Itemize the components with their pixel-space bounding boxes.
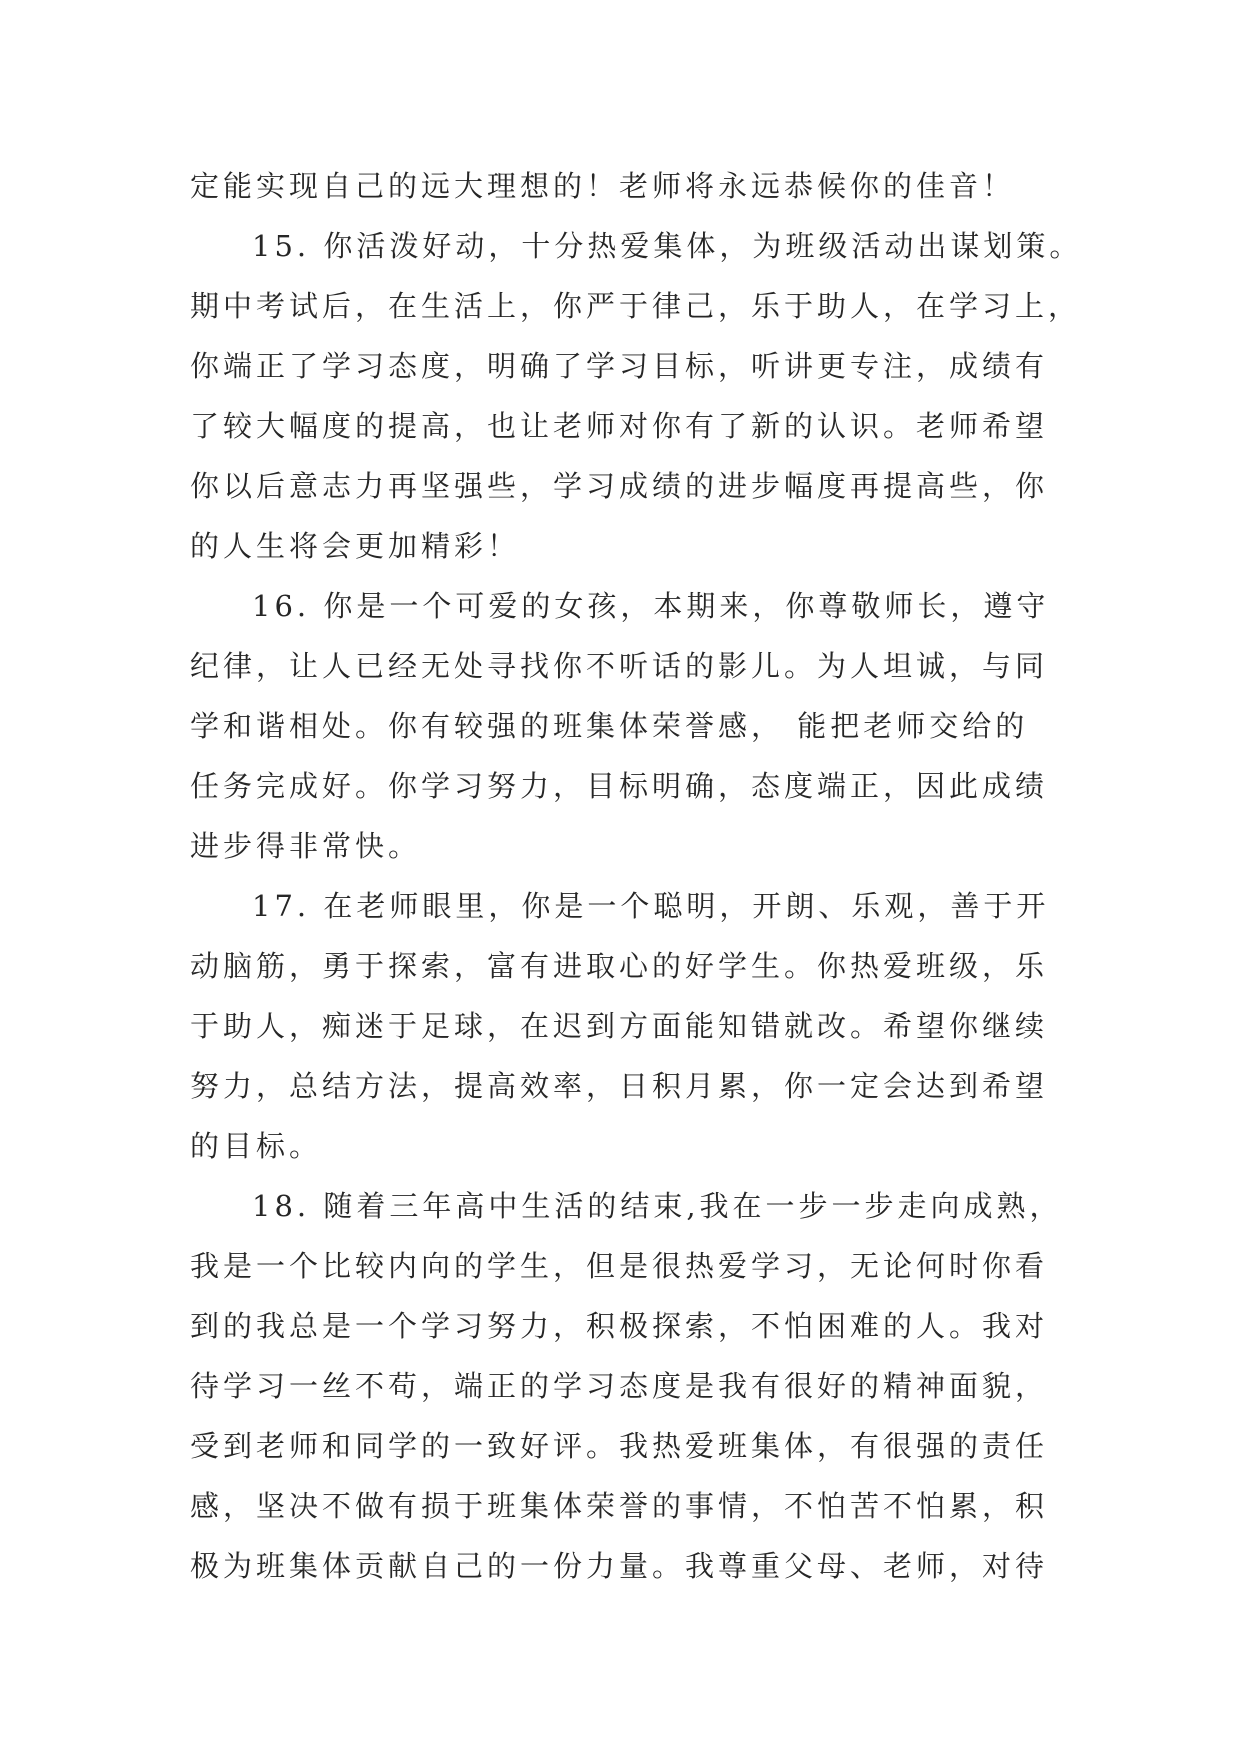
- text-line: 感，坚决不做有损于班集体荣誉的事情，不怕苦不怕累，积: [190, 1489, 1049, 1523]
- text-line: 的目标。: [190, 1129, 323, 1163]
- text-line: 进步得非常快。: [190, 829, 422, 863]
- text-line: 受到老师和同学的一致好评。我热爱班集体，有很强的责任: [190, 1429, 1049, 1463]
- paragraph-continuation: [190, 156, 1060, 216]
- text-line: 了较大幅度的提高，也让老师对你有了新的认识。老师希望: [190, 409, 1049, 443]
- text-line: 15. 你活泼好动，十分热爱集体，为班级活动出谋划策。: [252, 229, 1083, 263]
- text-line: 18. 随着三年高中生活的结束,我在一步一步走向成熟，: [252, 1189, 1063, 1223]
- text-line: 我是一个比较内向的学生，但是很热爱学习，无论何时你看: [190, 1249, 1049, 1283]
- text-line: 期中考试后，在生活上，你严于律己，乐于助人，在学习上，: [190, 289, 1082, 323]
- text-line: 17. 在老师眼里，你是一个聪明，开朗、乐观，善于开: [252, 889, 1050, 923]
- text-line: 待学习一丝不苟，端正的学习态度是我有很好的精神面貌，: [190, 1369, 1049, 1403]
- paragraph-comment-16: [190, 576, 1060, 876]
- text-line: 于助人，痴迷于足球，在迟到方面能知错就改。希望你继续: [190, 1009, 1049, 1043]
- paragraph-comment-17: [190, 876, 1060, 1176]
- text-line: 动脑筋，勇于探索，富有进取心的好学生。你热爱班级，乐: [190, 949, 1049, 983]
- text-line: 定能实现自己的远大理想的！老师将永远恭候你的佳音！: [190, 169, 1016, 203]
- text-line: 任务完成好。你学习努力，目标明确，态度端正，因此成绩: [190, 769, 1049, 803]
- text-line: 16. 你是一个可爱的女孩，本期来，你尊敬师长，遵守: [252, 589, 1050, 623]
- document-body: [190, 156, 1083, 1596]
- text-line: 纪律，让人已经无处寻找你不听话的影儿。为人坦诚，与同: [190, 649, 1049, 683]
- text-line: 学和谐相处。你有较强的班集体荣誉感， 能把老师交给的: [190, 709, 1029, 743]
- paragraph-comment-18: [190, 1176, 1063, 1596]
- text-line: 到的我总是一个学习努力，积极探索，不怕困难的人。我对: [190, 1309, 1049, 1343]
- text-line: 你端正了学习态度，明确了学习目标，听讲更专注，成绩有: [190, 349, 1049, 383]
- paragraph-comment-15: [190, 216, 1083, 576]
- text-line: 极为班集体贡献自己的一份力量。我尊重父母、老师，对待: [190, 1549, 1049, 1583]
- text-line: 努力，总结方法，提高效率，日积月累，你一定会达到希望: [190, 1069, 1049, 1103]
- text-line: 你以后意志力再坚强些，学习成绩的进步幅度再提高些，你: [190, 469, 1049, 503]
- text-line: 的人生将会更加精彩！: [190, 529, 521, 563]
